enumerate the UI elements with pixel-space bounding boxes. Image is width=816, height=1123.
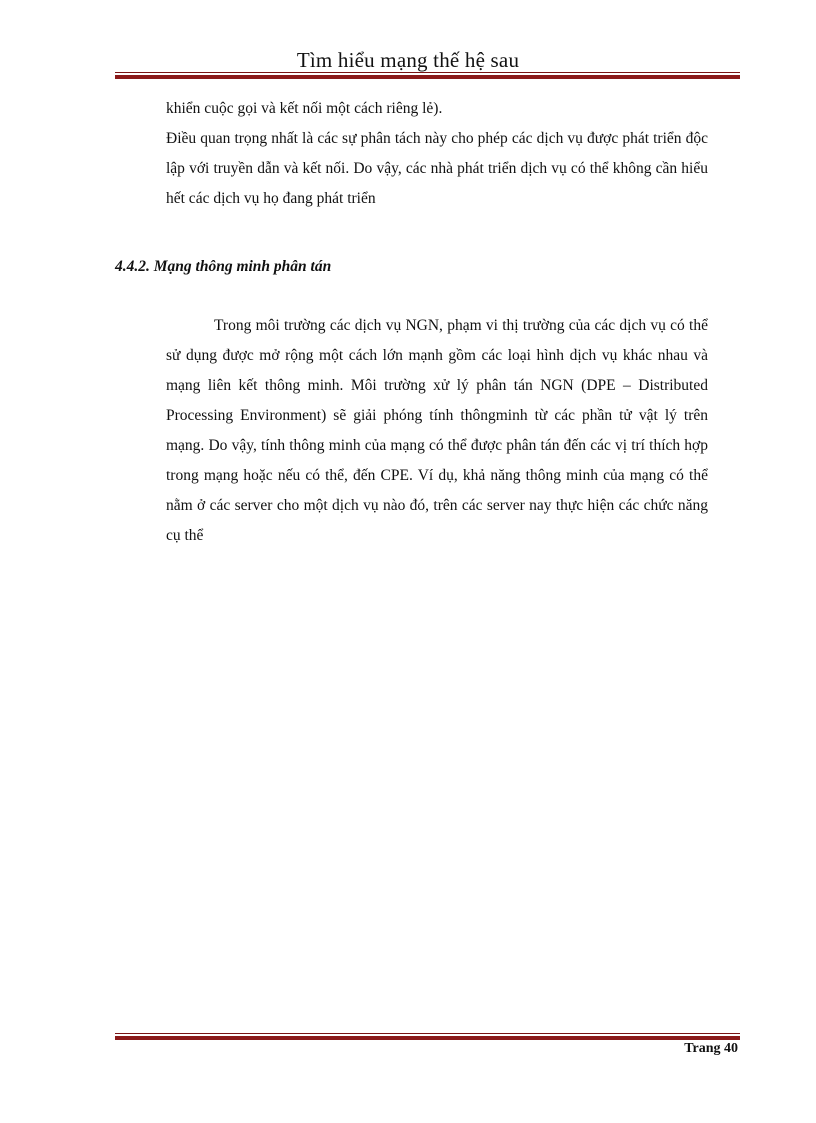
continuation-line: khiển cuộc gọi và kết nối một cách riêng lẻ). <box>166 100 443 117</box>
continuation-text <box>166 94 708 214</box>
header-divider <box>115 72 740 79</box>
continuation-paragraph: Điều quan trọng nhất là các sự phân tách này cho phép các dịch vụ được phát triển độc lập với truyền dẫn và kết nối. Do vậy, các nhà phát triển dịch vụ có thể không cần hiểu hết các dịch vụ họ đang phát triển <box>166 130 708 207</box>
page-number: Trang 40 <box>684 1041 738 1056</box>
footer-divider <box>115 1033 740 1040</box>
section-paragraph: Trong môi trường các dịch vụ NGN, phạm vi thị trường của các dịch vụ có thể sử dụng được mở rộng một cách lớn mạnh gồm các loại hình dịch vụ khác nhau và mạng liên kết thông minh. Môi trường xử lý phân tán NGN (DPE – Distributed Processing Environment) sẽ giải phóng tính thôngminh từ các phần tử vật lý trên mạng. Do vậy, tính thông minh của mạng có thể được phân tán đến các vị trí thích hợp trong mạng hoặc nếu có thể, đến CPE. Ví dụ, khả năng thông minh của mạng có thể nằm ở các server cho một dịch vụ nào đó, trên các server nay thực hiện các chức năng cụ thể <box>166 317 708 544</box>
section-body <box>166 311 708 551</box>
page-header-title: Tìm hiểu mạng thế hệ sau <box>296 48 520 72</box>
section-heading: 4.4.2. Mạng thông minh phân tán <box>115 258 332 275</box>
